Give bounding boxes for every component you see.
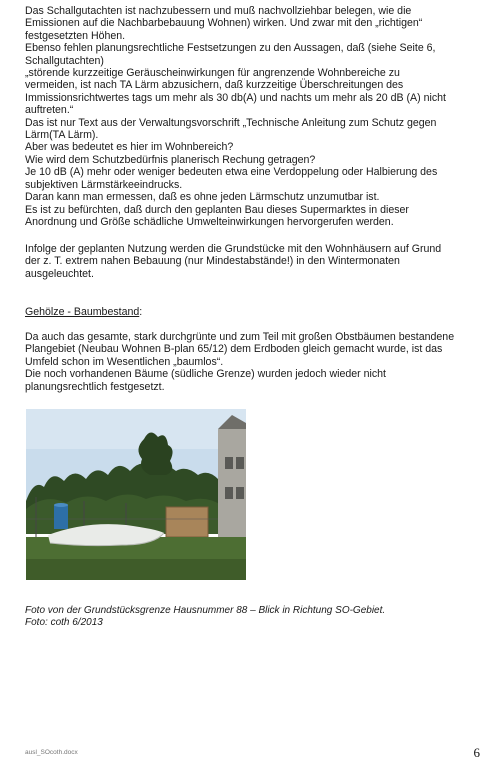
text-line: Schallgutachten) [25,54,104,67]
text-line: planungsrechtlich festgesetzt. [25,380,165,393]
text-line: Emissionen auf die Nachbarbebauung Wohnen) wirken. Und zwar mit den „richtigen“ [25,17,423,30]
photo-wood-pile [166,507,208,537]
photo-caption [25,605,385,629]
text-line: Ebenso fehlen planungsrechtliche Festsetzungen zu den Aussagen, daß (siehe Seite 6, [25,42,436,55]
caption-line: Foto: coth 6/2013 [25,617,103,628]
text-line: Lärm(TA Lärm). [25,129,99,142]
text-line: Das Schallgutachten ist nachzubessern und muß nachvollziehbar belegen, wie die [25,5,412,17]
text-line: Es ist zu befürchten, daß durch den geplanten Bau dieses Supermarktes in dieser [25,203,409,216]
text-line: ausgeleuchtet. [25,267,94,280]
text-line: vermeiden, ist nach TA Lärm abzusichern, daß kurzzeitige Überschreitungen des [25,79,404,92]
text-line: festgesetzten Höhen. [25,29,126,42]
text-line: Das ist nur Text aus der Verwaltungsvorschrift „Technische Anleitung zum Schutz gegen [25,116,437,129]
text-line: der z. T. extrem nahen Bebauung (nur Mindestabstände!) in den Wintermonaten [25,255,400,268]
text-line: auftreten.“ [25,104,74,117]
paragraph-trees [25,331,477,393]
text-line: Immissionsrichtwertes tags um mehr als 30 db(A) und nachts um mehr als 20 dB (A) nicht [25,91,446,104]
text-line: Wie wird dem Schutzbedürfnis planerisch Rechung getragen? [25,153,316,166]
page-number: 6 [473,745,480,760]
text-line: Plangebiet (Neubau Wohnen B-plan 65/12) dem Erdboden gleich gemacht wurde, ist das [25,343,443,356]
footer-filename: ausl_SOcoth.docx [25,749,78,756]
text-line: Infolge der geplanten Nutzung werden die Grundstücke mit den Wohnhäusern auf Grund [25,243,442,255]
text-line: Je 10 dB (A) mehr oder weniger bedeuten etwa eine Verdoppelung oder Halbierung des [25,166,438,179]
caption-line: Foto von der Grundstücksgrenze Hausnummer 88 – Blick in Richtung SO-Gebiet. [25,605,386,616]
section-heading-text: Gehölze - Baumbestand [25,306,140,318]
section-heading-colon: : [139,306,143,318]
text-line: Aber was bedeutet es hier im Wohnbereich? [25,141,234,154]
paragraph-lighting [25,243,477,280]
text-line: Anordnung und Größe schädliche Umwelteinwirkungen hervorgerufen werden. [25,215,394,228]
text-line: Da auch das gesamte, stark durchgrünte und zum Teil mit großen Obstbäumen bestandene [25,331,455,343]
text-line: subjektiven Lärmstärkeeindrucks. [25,178,183,191]
property-boundary-photo [26,409,246,580]
text-line: Die noch vorhandenen Bäume (südliche Grenze) wurden jedoch wieder nicht [25,368,386,381]
text-line: Umfeld schon im Wesentlichen „baumlos“. [25,355,224,368]
text-line: „störende kurzzeitige Geräuscheinwirkungen für angrenzende Wohnbereiche zu [25,67,400,80]
photo-blue-barrel [54,505,68,529]
section-heading [25,306,477,318]
paragraph-noise-assessment [25,5,477,228]
text-line: Daran kann man ermessen, daß es ohne jeden Lärmschutz unzumutbar ist. [25,191,380,204]
